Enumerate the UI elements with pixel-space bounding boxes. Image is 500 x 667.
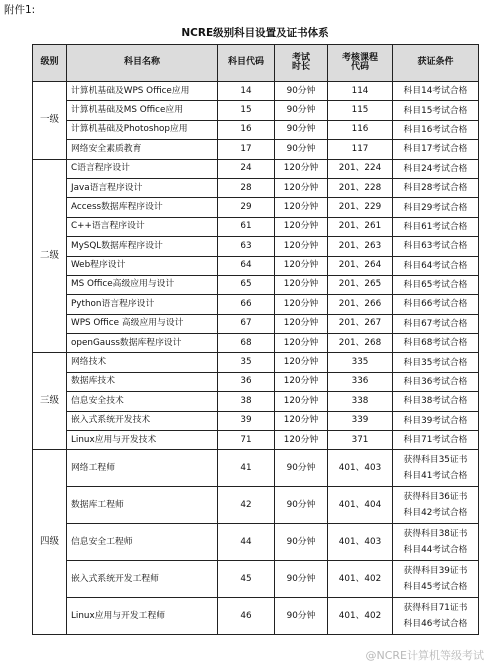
- condition-line: 获得科目39证书: [403, 566, 468, 577]
- duration-cell: 90分钟: [275, 140, 328, 159]
- exam-code-cell: 335: [328, 353, 393, 372]
- table-row: [33, 178, 479, 197]
- subject-code-cell: 15: [218, 101, 275, 120]
- duration-cell: 90分钟: [275, 598, 328, 635]
- condition-cell: [393, 275, 479, 294]
- subject-name-cell: WPS Office 高级应用与设计: [67, 314, 218, 333]
- table-row: [33, 561, 479, 598]
- exam-code-cell: 201、228: [328, 178, 393, 197]
- duration-cell: 120分钟: [275, 314, 328, 333]
- duration-cell: 90分钟: [275, 487, 328, 524]
- subject-code-cell: 28: [218, 178, 275, 197]
- condition-cell: [393, 140, 479, 159]
- table-body: [33, 82, 479, 635]
- subject-name-cell: 嵌入式系统开发工程师: [67, 561, 218, 598]
- exam-code-cell: 401、402: [328, 561, 393, 598]
- subject-name-cell: 网络工程师: [67, 450, 218, 487]
- table-row: [33, 217, 479, 236]
- condition-line: 科目44考试合格: [403, 545, 468, 556]
- duration-cell: 120分钟: [275, 217, 328, 236]
- subject-name-cell: 计算机基础及Photoshop应用: [67, 120, 218, 139]
- condition-line: 科目17考试合格: [403, 144, 468, 155]
- table-row: [33, 431, 479, 450]
- duration-cell: 90分钟: [275, 120, 328, 139]
- subject-name-cell: 嵌入式系统开发技术: [67, 411, 218, 430]
- condition-cell: [393, 217, 479, 236]
- condition-cell: [393, 524, 479, 561]
- header-condition: 获证条件: [393, 45, 479, 82]
- exam-code-cell: 201、265: [328, 275, 393, 294]
- table-row: [33, 256, 479, 275]
- subject-name-cell: openGauss数据库程序设计: [67, 334, 218, 353]
- subject-name-cell: Access数据库程序设计: [67, 198, 218, 217]
- condition-cell: [393, 411, 479, 430]
- duration-cell: 120分钟: [275, 275, 328, 294]
- subject-name-cell: 数据库技术: [67, 372, 218, 391]
- exam-code-cell: 401、403: [328, 450, 393, 487]
- subject-name-cell: Linux应用与开发工程师: [67, 598, 218, 635]
- subject-code-cell: 17: [218, 140, 275, 159]
- condition-line: 科目38考试合格: [403, 396, 468, 407]
- condition-line: 科目67考试合格: [403, 318, 468, 329]
- exam-code-cell: 401、404: [328, 487, 393, 524]
- condition-cell: [393, 334, 479, 353]
- header-duration-line1: 考试: [291, 52, 310, 63]
- header-exam-code-line2: 代码: [350, 62, 369, 72]
- condition-line: 获得科目38证书: [403, 529, 468, 540]
- subject-code-cell: 16: [218, 120, 275, 139]
- subject-code-cell: 68: [218, 334, 275, 353]
- subject-code-cell: 38: [218, 392, 275, 411]
- condition-line: 科目46考试合格: [403, 619, 468, 630]
- table-row: [33, 198, 479, 217]
- condition-cell: [393, 598, 479, 635]
- subject-code-cell: 42: [218, 487, 275, 524]
- exam-code-cell: 339: [328, 411, 393, 430]
- exam-code-cell: 114: [328, 82, 393, 101]
- level-cell: 四级: [33, 450, 67, 635]
- subject-name-cell: C++语言程序设计: [67, 217, 218, 236]
- condition-line: 科目39考试合格: [403, 415, 468, 426]
- subject-code-cell: 41: [218, 450, 275, 487]
- condition-line: 科目42考试合格: [403, 508, 468, 519]
- exam-code-cell: 201、267: [328, 314, 393, 333]
- condition-line: 科目63考试合格: [403, 241, 468, 252]
- subject-code-cell: 65: [218, 275, 275, 294]
- condition-line: 科目64考试合格: [403, 260, 468, 271]
- condition-line: 获得科目36证书: [403, 492, 468, 503]
- condition-cell: [393, 120, 479, 139]
- exam-code-cell: 201、266: [328, 295, 393, 314]
- exam-code-cell: 336: [328, 372, 393, 391]
- table-row: [33, 450, 479, 487]
- table-row: [33, 598, 479, 635]
- duration-cell: 90分钟: [275, 101, 328, 120]
- subject-name-cell: MySQL数据库程序设计: [67, 237, 218, 256]
- duration-cell: 120分钟: [275, 372, 328, 391]
- condition-line: 科目61考试合格: [403, 221, 468, 232]
- table-row: [33, 295, 479, 314]
- condition-line: 获得科目71证书: [403, 603, 468, 614]
- table-row: [33, 237, 479, 256]
- condition-line: 科目28考试合格: [403, 183, 468, 194]
- condition-line: 科目35考试合格: [403, 357, 468, 368]
- condition-cell: [393, 295, 479, 314]
- condition-cell: [393, 372, 479, 391]
- condition-line: 科目65考试合格: [403, 280, 468, 291]
- condition-cell: [393, 561, 479, 598]
- exam-code-cell: 201、264: [328, 256, 393, 275]
- subject-code-cell: 36: [218, 372, 275, 391]
- attachment-label: 附件1:: [4, 4, 36, 16]
- table-row: [33, 314, 479, 333]
- table-title: NCRE级别科目设置及证书体系: [181, 27, 329, 39]
- subject-name-cell: 网络技术: [67, 353, 218, 372]
- subject-name-cell: Python语言程序设计: [67, 295, 218, 314]
- condition-cell: [393, 314, 479, 333]
- exam-code-cell: 201、263: [328, 237, 393, 256]
- condition-cell: [393, 431, 479, 450]
- condition-cell: [393, 487, 479, 524]
- duration-cell: 120分钟: [275, 198, 328, 217]
- header-name: 科目名称: [67, 45, 218, 82]
- subject-code-cell: 64: [218, 256, 275, 275]
- condition-cell: [393, 237, 479, 256]
- condition-line: 科目16考试合格: [403, 124, 468, 135]
- table-row: [33, 411, 479, 430]
- table-row: [33, 140, 479, 159]
- exam-code-cell: 116: [328, 120, 393, 139]
- table-row: [33, 275, 479, 294]
- level-cell: 三级: [33, 353, 67, 450]
- exam-code-cell: 201、261: [328, 217, 393, 236]
- exam-code-cell: 201、268: [328, 334, 393, 353]
- table-row: [33, 392, 479, 411]
- header-level: 级别: [33, 45, 67, 82]
- header-duration-line2: 时长: [291, 62, 310, 72]
- duration-cell: 120分钟: [275, 237, 328, 256]
- exam-code-cell: 401、402: [328, 598, 393, 635]
- subject-name-cell: 信息安全工程师: [67, 524, 218, 561]
- table-row: [33, 487, 479, 524]
- header-exam-code-line1: 考核课程: [341, 52, 378, 63]
- condition-line: 科目41考试合格: [403, 471, 468, 482]
- condition-line: 科目24考试合格: [403, 163, 468, 174]
- table-row: [33, 82, 479, 101]
- level-cell: 二级: [33, 159, 67, 353]
- table-header-row: [33, 45, 479, 82]
- duration-cell: 120分钟: [275, 411, 328, 430]
- subject-code-cell: 24: [218, 159, 275, 178]
- subject-code-cell: 66: [218, 295, 275, 314]
- exam-code-cell: 371: [328, 431, 393, 450]
- duration-cell: 90分钟: [275, 524, 328, 561]
- subject-code-cell: 71: [218, 431, 275, 450]
- duration-cell: 90分钟: [275, 561, 328, 598]
- condition-cell: [393, 198, 479, 217]
- subject-name-cell: 计算机基础及MS Office应用: [67, 101, 218, 120]
- duration-cell: 120分钟: [275, 353, 328, 372]
- subject-name-cell: Linux应用与开发技术: [67, 431, 218, 450]
- condition-line: 科目29考试合格: [403, 202, 468, 213]
- subject-name-cell: 数据库工程师: [67, 487, 218, 524]
- subject-code-cell: 63: [218, 237, 275, 256]
- exam-code-cell: 401、403: [328, 524, 393, 561]
- subject-name-cell: 计算机基础及WPS Office应用: [67, 82, 218, 101]
- subject-code-cell: 35: [218, 353, 275, 372]
- condition-line: 科目36考试合格: [403, 377, 468, 388]
- subject-name-cell: Java语言程序设计: [67, 178, 218, 197]
- ncre-subject-table: [32, 44, 479, 635]
- exam-code-cell: 338: [328, 392, 393, 411]
- exam-code-cell: 115: [328, 101, 393, 120]
- table-row: [33, 524, 479, 561]
- subject-name-cell: C语言程序设计: [67, 159, 218, 178]
- subject-code-cell: 67: [218, 314, 275, 333]
- condition-line: 获得科目35证书: [403, 455, 468, 466]
- subject-code-cell: 44: [218, 524, 275, 561]
- condition-cell: [393, 450, 479, 487]
- header-exam-code: [328, 45, 393, 82]
- table-row: [33, 353, 479, 372]
- header-duration: [275, 45, 328, 82]
- header-code: 科目代码: [218, 45, 275, 82]
- exam-code-cell: 201、224: [328, 159, 393, 178]
- table-row: [33, 334, 479, 353]
- subject-code-cell: 39: [218, 411, 275, 430]
- subject-name-cell: MS Office高级应用与设计: [67, 275, 218, 294]
- table-row: [33, 120, 479, 139]
- condition-cell: [393, 159, 479, 178]
- duration-cell: 120分钟: [275, 334, 328, 353]
- condition-cell: [393, 392, 479, 411]
- condition-line: 科目71考试合格: [403, 435, 468, 446]
- condition-line: 科目66考试合格: [403, 299, 468, 310]
- watermark: @NCRE计算机等级考试: [365, 649, 484, 662]
- condition-cell: [393, 353, 479, 372]
- table-row: [33, 372, 479, 391]
- duration-cell: 120分钟: [275, 178, 328, 197]
- condition-line: 科目14考试合格: [403, 86, 468, 97]
- condition-line: 科目45考试合格: [403, 582, 468, 593]
- condition-line: 科目15考试合格: [403, 105, 468, 116]
- level-cell: 一级: [33, 82, 67, 160]
- condition-line: 科目68考试合格: [403, 338, 468, 349]
- subject-code-cell: 45: [218, 561, 275, 598]
- table-row: [33, 159, 479, 178]
- duration-cell: 120分钟: [275, 392, 328, 411]
- subject-code-cell: 29: [218, 198, 275, 217]
- subject-code-cell: 14: [218, 82, 275, 101]
- subject-name-cell: 网络安全素质教育: [67, 140, 218, 159]
- condition-cell: [393, 101, 479, 120]
- duration-cell: 120分钟: [275, 295, 328, 314]
- exam-code-cell: 201、229: [328, 198, 393, 217]
- subject-name-cell: Web程序设计: [67, 256, 218, 275]
- duration-cell: 90分钟: [275, 450, 328, 487]
- duration-cell: 120分钟: [275, 159, 328, 178]
- condition-cell: [393, 82, 479, 101]
- duration-cell: 120分钟: [275, 256, 328, 275]
- subject-code-cell: 61: [218, 217, 275, 236]
- duration-cell: 120分钟: [275, 431, 328, 450]
- exam-code-cell: 117: [328, 140, 393, 159]
- condition-cell: [393, 178, 479, 197]
- duration-cell: 90分钟: [275, 82, 328, 101]
- subject-code-cell: 46: [218, 598, 275, 635]
- table-row: [33, 101, 479, 120]
- subject-name-cell: 信息安全技术: [67, 392, 218, 411]
- condition-cell: [393, 256, 479, 275]
